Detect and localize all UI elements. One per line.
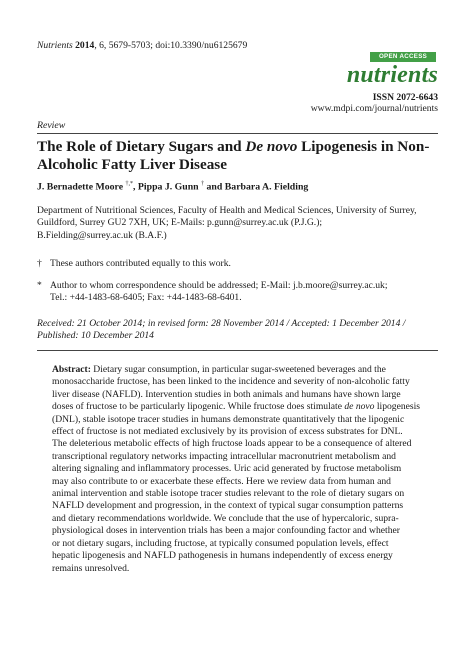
author-list — [37, 181, 308, 192]
affiliation — [37, 205, 437, 242]
journal-year: 2014 — [75, 40, 95, 51]
author-2-marks: † — [201, 181, 205, 187]
journal-logo: nutrients — [346, 62, 438, 88]
dates-line-2: Published: 10 December 2014 — [37, 330, 154, 342]
author-1-marks: †,* — [125, 181, 134, 187]
abstract-italic-term: de novo — [344, 401, 375, 413]
footnote-correspondence — [37, 280, 437, 305]
footnote-mark-asterisk: * — [37, 280, 42, 291]
open-access-badge: OPEN ACCESS — [370, 52, 436, 62]
abstract-line: doses of fructose to be particularly lipogenic. While fructose does stimulate — [52, 401, 345, 413]
abstract-line: lipogenesis — [374, 401, 421, 413]
title-part-1: The Role of Dietary Sugars and — [37, 138, 246, 155]
footnote-text-1: These authors contributed equally to this work. — [50, 258, 231, 269]
abstract-line: The deleterious metabolic effects of high fructose loads appear to be a consequence of altered — [52, 438, 412, 450]
abstract-line: monosaccharide fructose, has been linked to the incidence and severity of non-alcoholic fatty — [52, 376, 410, 388]
abstract — [52, 364, 424, 575]
abstract-line: NAFLD development and progression, in the context of typical sugar consumption patterns — [52, 500, 404, 512]
affiliation-line-1: Department of Nutritional Sciences, Faculty of Health and Medical Sciences, University of Surrey, — [37, 205, 417, 216]
abstract-line: or not dietary sugars, including fructose, at typically consumed population levels, effect — [52, 537, 389, 549]
author-1: J. Bernadette Moore — [37, 181, 126, 193]
abstract-line: (DNL), stable isotope tracer studies in humans demonstrate quantitatively that the lipogenic — [52, 413, 405, 425]
abstract-label: Abstract: — [52, 364, 91, 375]
author-2: , Pippa J. Gunn — [133, 181, 202, 193]
abstract-line: and dietary recommendations worldwide. We conclude that the use of hypercaloric, supra- — [52, 512, 399, 524]
publication-dates — [37, 318, 437, 343]
title-italic: De novo — [245, 138, 298, 155]
journal-citation — [37, 40, 247, 51]
author-3: and Barbara A. Fielding — [204, 181, 309, 193]
abstract-line: animal intervention and stable isotope tracer studies relevant to the role of dietary sugars on — [52, 488, 405, 500]
abstract-line: effect of fructose is not mediated exclusively by its provision of excess substrates for DNL. — [52, 426, 403, 438]
abstract-line: may also contribute to or exacerbate these effects. Here we review data from human and — [52, 475, 391, 487]
footnote-text-2-line-2: Tel.: +44-1483-68-6405; Fax: +44-1483-68-6401. — [50, 292, 242, 304]
footnote-equal-contribution — [37, 258, 437, 270]
journal-name: Nutrients — [37, 40, 73, 51]
article-title — [37, 138, 437, 174]
footnote-mark-dagger: † — [37, 258, 42, 269]
header-divider — [37, 133, 438, 134]
dates-divider — [37, 350, 438, 351]
footnote-text-2-line-1: Author to whom correspondence should be addressed; E-Mail: j.b.moore@surrey.ac.uk; — [50, 280, 388, 291]
abstract-line: Dietary sugar consumption, in particular sugar-sweetened beverages and the — [90, 364, 386, 375]
abstract-line: remains unresolved. — [52, 562, 130, 574]
issn: ISSN 2072-6643 — [372, 92, 438, 103]
journal-url[interactable]: www.mdpi.com/journal/nutrients — [310, 103, 438, 114]
affiliation-line-3: B.Fielding@surrey.ac.uk (B.A.F.) — [37, 229, 167, 241]
abstract-line: liver disease (NAFLD). Intervention studies in both animals and humans have shown large — [52, 388, 401, 400]
affiliation-line-2: Guildford, Surrey GU2 7XH, UK; E-Mails: p.gunn@surrey.ac.uk (P.J.G.); — [37, 217, 323, 229]
article-type: Review — [37, 120, 66, 131]
dates-line-1: Received: 21 October 2014; in revised form: 28 November 2014 / Accepted: 1 December 2014 / — [37, 318, 406, 329]
abstract-line: altering signaling and inflammatory processes. Uric acid generated by fructose metabolism — [52, 463, 402, 475]
abstract-line: physiological doses in intervention trials has been a major confounding factor and whether — [52, 525, 400, 537]
citation-details: , 6, 5679-5703; doi:10.3390/nu6125679 — [94, 40, 248, 51]
title-part-2: Lipogenesis in Non-Alcoholic Fatty Liver Disease — [37, 138, 430, 173]
abstract-line: hepatic lipogenesis and NAFLD pathogenesis in humans independently of excess energy — [52, 550, 393, 562]
abstract-line: transcriptional regulatory networks impacting intracellular macronutrient metabolism and — [52, 450, 396, 462]
